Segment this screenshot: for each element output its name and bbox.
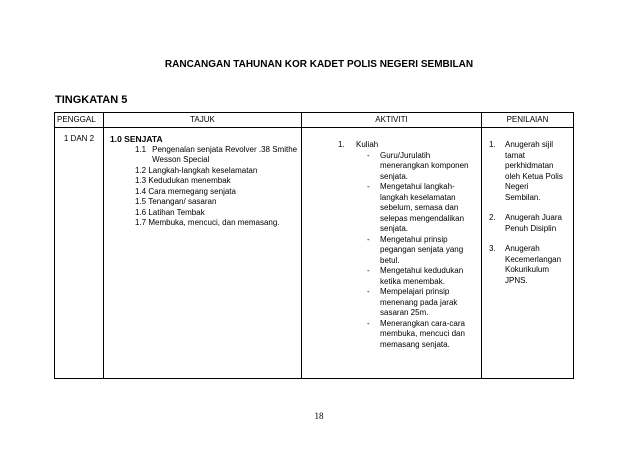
- assessment-cell: [482, 128, 574, 379]
- activity-text: Menerangkan cara-cara membuka, mencuci dan memasang senjata.: [380, 318, 465, 349]
- activity-text: Guru/Jurulatih menerangkan komponen senjata.: [380, 150, 469, 181]
- list-item: [367, 151, 479, 183]
- topic-text: Kedudukan menembak: [148, 176, 231, 185]
- topic-text: Membuka, mencuci, dan memasang.: [148, 218, 280, 227]
- topic-text: Cara memegang senjata: [148, 186, 236, 196]
- list-item: [135, 145, 299, 166]
- activity-text: Mempelajari prinsip menenang pada jarak sasaran 25m.: [380, 287, 458, 317]
- header-assessment: PENILAIAN: [482, 113, 574, 128]
- topic-cell: [104, 128, 302, 379]
- week-value: 1 DAN 2: [63, 134, 95, 143]
- header-activity: AKTIVITI: [302, 113, 482, 128]
- dash-bullet: -: [367, 150, 370, 160]
- list-item: [135, 197, 299, 208]
- table-row: [55, 128, 574, 379]
- list-item: [135, 166, 299, 177]
- list-item: [367, 266, 479, 287]
- topic-number: 1.5: [135, 197, 147, 206]
- assessment-list: [484, 140, 571, 286]
- list-item: [135, 176, 299, 187]
- activity-cell: [302, 128, 482, 379]
- list-item: [489, 244, 571, 286]
- list-item: [367, 287, 479, 319]
- activity-list: [304, 151, 479, 351]
- dash-bullet: -: [367, 234, 370, 244]
- activity-main: [338, 140, 479, 151]
- topic-number: 1.4: [135, 186, 147, 196]
- dash-bullet: -: [367, 182, 370, 191]
- topic-number: 1.1: [135, 144, 147, 154]
- list-item: [135, 208, 299, 219]
- header-week: PENGGAL: [55, 113, 104, 128]
- assessment-text: Anugerah sijil tamat perkhidmatan oleh Ketua Polis Negeri Sembilan.: [505, 140, 563, 202]
- dash-bullet: -: [367, 287, 370, 296]
- assessment-text: Anugerah Kecemerlangan Kokurikulum JPNS.: [505, 244, 562, 285]
- list-item: [135, 218, 299, 229]
- page-number: 18: [314, 411, 324, 421]
- assessment-number: 3.: [489, 244, 496, 253]
- topic-number: 1.7: [135, 218, 147, 227]
- dash-bullet: -: [367, 318, 370, 328]
- list-item: [367, 235, 479, 267]
- header-topic: TAJUK: [104, 113, 302, 128]
- assessment-text: Anugerah Juara Penuh Disiplin: [505, 213, 562, 233]
- list-item: [489, 140, 571, 203]
- topic-text: Langkah-langkah keselamatan: [148, 165, 258, 175]
- activity-text: Mengetahui prinsip pegangan senjata yang betul.: [380, 234, 464, 265]
- list-item: [489, 213, 571, 234]
- topic-title: 1.0 SENJATA: [110, 134, 163, 144]
- topic-number: 1.3: [135, 176, 147, 185]
- assessment-number: 2.: [489, 213, 496, 222]
- level-heading: TINGKATAN 5: [55, 94, 128, 106]
- list-item: [367, 182, 479, 235]
- activity-text: Mengetahui langkah-langkah keselamatan sebelum, semasa dan selepas mengendalikan senjata.: [380, 182, 465, 233]
- assessment-number: 1.: [489, 140, 496, 149]
- topic-number: 1.6: [135, 207, 147, 217]
- annual-plan-table: [54, 112, 574, 379]
- activity-text: Mengetahui kedudukan ketika menembak.: [380, 266, 464, 286]
- topic-text: Tenangan/ sasaran: [148, 197, 217, 206]
- list-item: [367, 319, 479, 351]
- activity-number: 1.: [338, 140, 345, 149]
- dash-bullet: -: [367, 266, 370, 275]
- week-cell: [55, 128, 104, 379]
- table-header-row: [55, 113, 574, 128]
- topic-text: Pengenalan senjata Revolver .38 Smithe Wesson Special: [152, 144, 298, 164]
- list-item: [135, 187, 299, 198]
- topic-number: 1.2: [135, 165, 147, 175]
- activity-title: Kuliah: [356, 140, 379, 149]
- topic-text: Latihan Tembak: [148, 207, 205, 217]
- topic-list: [106, 145, 299, 229]
- document-title: RANCANGAN TAHUNAN KOR KADET POLIS NEGERI SEMBILAN: [164, 59, 474, 70]
